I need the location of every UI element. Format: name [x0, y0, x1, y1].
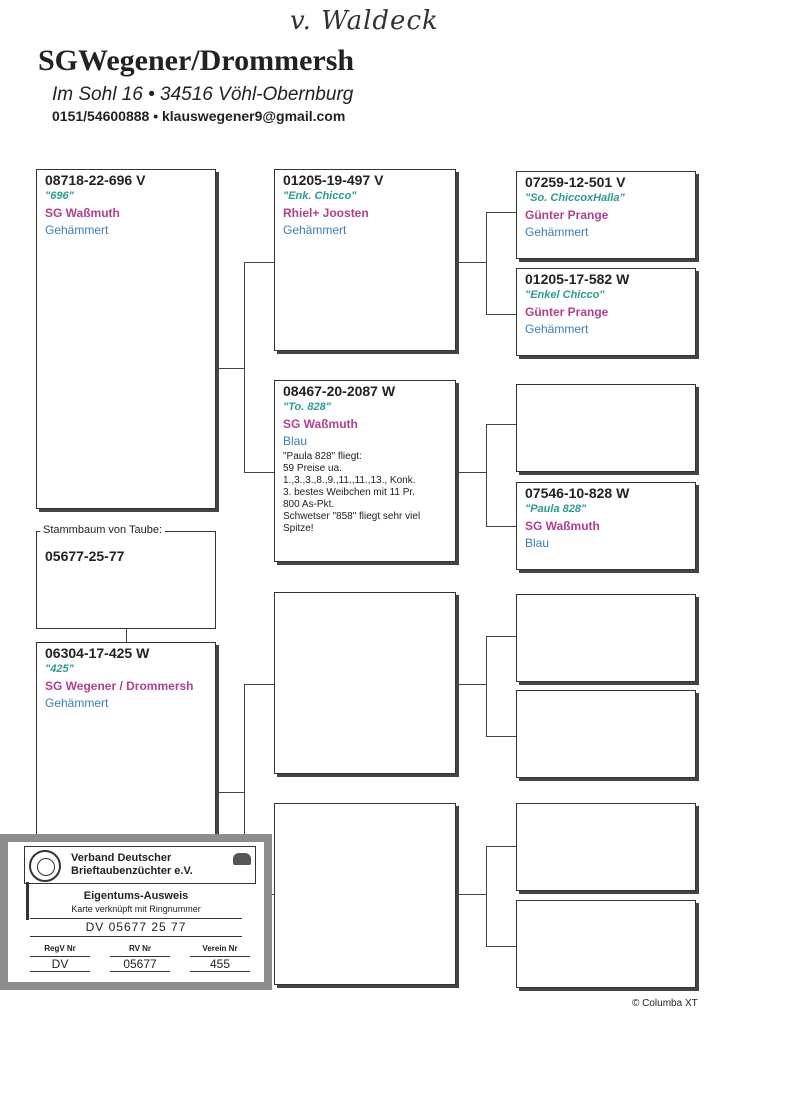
ffm-ring: 01205-17-582 W — [525, 271, 630, 287]
ffm-name: "Enkel Chicco" — [525, 289, 605, 301]
fff-breeder: Günter Prange — [525, 208, 609, 222]
connector-line — [244, 684, 274, 685]
fff-name: "So. ChiccoxHalla" — [525, 192, 625, 204]
connector-line — [244, 472, 274, 473]
connector-line — [486, 636, 516, 637]
ff-name: "Enk. Chicco" — [283, 190, 357, 202]
fm-notes: "Paula 828" fliegt: 59 Preise ua. 1.,3.,3.,8.,9.,11.,11.,13., Konk. 3. bestes Weibchen mit 11 Pr. 800 As-Pkt. Schwetser "858" fliegt sehr viel Spitze! — [283, 451, 421, 534]
fff-ring: 07259-12-501 V — [525, 174, 626, 190]
connector-line — [486, 846, 487, 946]
fmm-color: Blau — [525, 536, 550, 550]
connector-line — [486, 526, 516, 527]
card-ring-number: DV 05677 25 77 — [30, 918, 242, 937]
mother-ring: 06304-17-425 W — [45, 645, 150, 661]
association-name: Verband Deutscher Brieftaubenzüchter e.V. — [71, 852, 193, 877]
ffm-color: Gehämmert — [525, 322, 589, 336]
fm-color: Blau — [283, 434, 308, 448]
ffm-box — [516, 268, 696, 356]
connector-line — [244, 262, 245, 472]
ff-color: Gehämmert — [283, 223, 347, 237]
fmm-breeder: SG Waßmuth — [525, 519, 600, 533]
connector-line — [486, 314, 516, 315]
ff-breeder: Rhiel+ Joosten — [283, 206, 369, 220]
mfm-box — [516, 690, 696, 778]
mother-breeder: SG Wegener / Drommersh — [45, 679, 194, 693]
subject-box — [36, 531, 216, 629]
fmm-name: "Paula 828" — [525, 503, 587, 515]
card-title: Eigentums-Ausweis — [83, 890, 189, 902]
father-name: "696" — [45, 190, 74, 202]
connector-line — [216, 792, 244, 793]
connector-line — [486, 424, 516, 425]
ff-box — [274, 169, 456, 351]
card-column-verein: Verein Nr 455 — [190, 944, 250, 972]
fff-box — [516, 171, 696, 259]
connector-line — [456, 894, 486, 895]
mmm-box — [516, 900, 696, 988]
fmm-box — [516, 482, 696, 570]
mm-box — [274, 803, 456, 985]
connector-line — [456, 262, 486, 263]
card-header — [24, 846, 256, 884]
owner-name: SGWegener/Drommersh — [38, 44, 355, 77]
father-color: Gehämmert — [45, 223, 109, 237]
connector-line — [486, 212, 516, 213]
connector-line — [486, 846, 516, 847]
owner-address: Im Sohl 16 • 34516 Vöhl-Obernburg — [52, 84, 354, 105]
handwritten-note: v. Waldeck — [290, 6, 439, 36]
fm-box — [274, 380, 456, 562]
pedigree-label: Stammbaum von Taube: — [40, 524, 165, 536]
connector-line — [456, 684, 486, 685]
father-breeder: SG Waßmuth — [45, 206, 120, 220]
card-column-regv: RegV Nr DV — [30, 944, 90, 972]
subject-ring: 05677-25-77 — [45, 548, 125, 564]
car-icon — [233, 853, 251, 865]
mother-color: Gehämmert — [45, 696, 109, 710]
connector-line — [486, 736, 516, 737]
fff-color: Gehämmert — [525, 225, 589, 239]
connector-line — [486, 946, 516, 947]
fm-breeder: SG Waßmuth — [283, 417, 358, 431]
fm-ring: 08467-20-2087 W — [283, 383, 396, 399]
card-subtitle: Karte verknüpft mit Ringnummer — [71, 904, 201, 914]
fm-name: "To. 828" — [283, 401, 331, 413]
card-column-rv: RV Nr 05677 — [110, 944, 170, 972]
ff-ring: 01205-19-497 V — [283, 172, 384, 188]
mf-box — [274, 592, 456, 774]
fmm-ring: 07546-10-828 W — [525, 485, 630, 501]
ownership-card — [0, 834, 272, 990]
mother-name: "425" — [45, 663, 74, 675]
ffm-breeder: Günter Prange — [525, 305, 609, 319]
owner-contact: 0151/54600888 • klauswegener9@gmail.com — [52, 108, 346, 124]
father-box — [36, 169, 216, 509]
copyright: © Columba XT — [632, 998, 698, 1009]
connector-line — [244, 262, 274, 263]
fmf-box — [516, 384, 696, 472]
connector-line — [486, 636, 487, 736]
mff-box — [516, 594, 696, 682]
father-ring: 08718-22-696 V — [45, 172, 146, 188]
connector-line — [486, 424, 487, 526]
connector-line — [456, 472, 486, 473]
mmf-box — [516, 803, 696, 891]
connector-line — [126, 628, 127, 642]
connector-line — [486, 212, 487, 314]
association-logo-icon — [29, 850, 61, 882]
connector-line — [216, 368, 244, 369]
